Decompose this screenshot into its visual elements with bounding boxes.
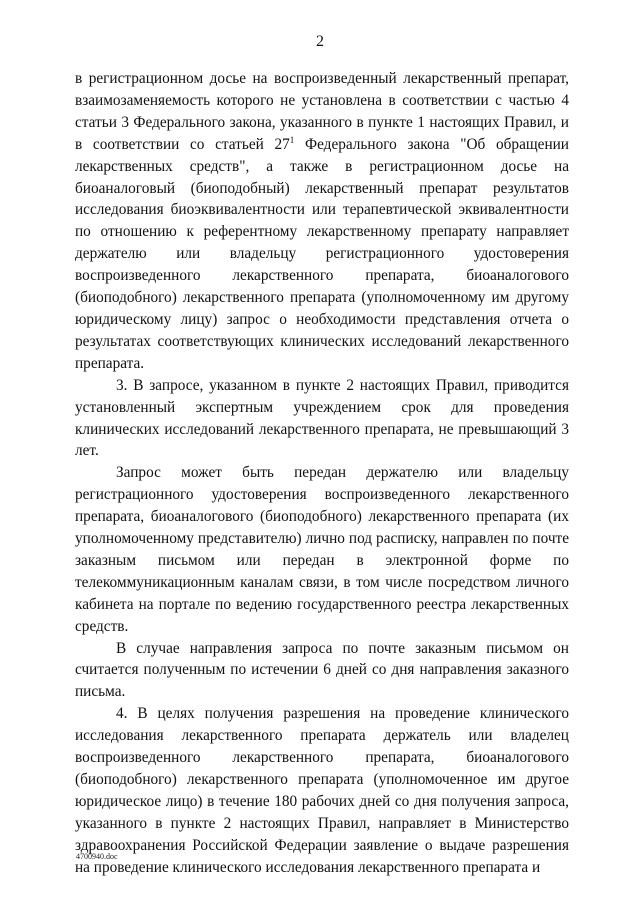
footer-document-code: 4700940.doc (76, 852, 118, 861)
document-body (75, 68, 569, 879)
paragraph-2: 3. В запросе, указанном в пункте 2 настоящих Правил, приводится установленный экспертным учреждением срок для проведения клинических исследований лекарственного препарата, не превышающий 3 лет. (75, 376, 569, 460)
paragraph-5: 4. В целях получения разрешения на проведение клинического исследования лекарственного препарата держатель или владелец воспроизведенного лекарственного препарата, биоаналогового (биоподобного) лекарственного препарата (уполномоченное им другое юридическое лицо) в течение 180 рабочих дней со дня получения запроса, указанного в пункте 2 настоящих Правил, направляет в Министерство здравоохранения Российской Федерации заявление о выдаче разрешения на проведение клинического исследования лекарственного препарата и (75, 705, 569, 876)
paragraph-3: Запрос может быть передан держателю или владельцу регистрационного удостоверения воспроизведенного лекарственного препарата, биоаналогового (биоподобного) лекарственного препарата (их уполномоченному представителю) лично под расписку, направлен по почте заказным письмом или передан в электронной форме по телекоммуникационным каналам связи, в том числе посредством личного кабинета на портале по ведению государственного реестра лекарственных средств. (75, 464, 569, 635)
paragraph-1-text-a: в регистрационном досье на воспроизведенный лекарственный препарат, взаимозаменяемость которого не установлена в соответствии с частью 4 статьи 3 Федерального закона, указанного в пункте 1 настоящих Правил, и в соответствии со статьей 27 (75, 70, 569, 153)
paragraph-1-text-b: Федерального закона "Об обращении лекарственных средств", а также в регистрационном досье на биоаналоговый (биоподобный) лекарственный препарат результатов исследования биоэквивалентности или терапевтической эквивалентности по отношению к референтному лекарственному препарату направляет держателю или владельцу регистрационного удостоверения воспроизведенного лекарственного препарата, биоаналогового (биоподобного) лекарственного препарата (уполномоченному им другому юридическому лицу) запрос о необходимости представления отчета о результатах соответствующих клинических исследований лекарственного препарата. (75, 135, 569, 372)
paragraph-1 (75, 68, 569, 375)
page-number: 2 (316, 33, 324, 50)
article-superscript: 1 (289, 134, 295, 145)
paragraph-4: В случае направления запроса по почте заказным письмом он считается полученным по истечении 6 дней со дня направления заказного письма. (75, 639, 569, 701)
